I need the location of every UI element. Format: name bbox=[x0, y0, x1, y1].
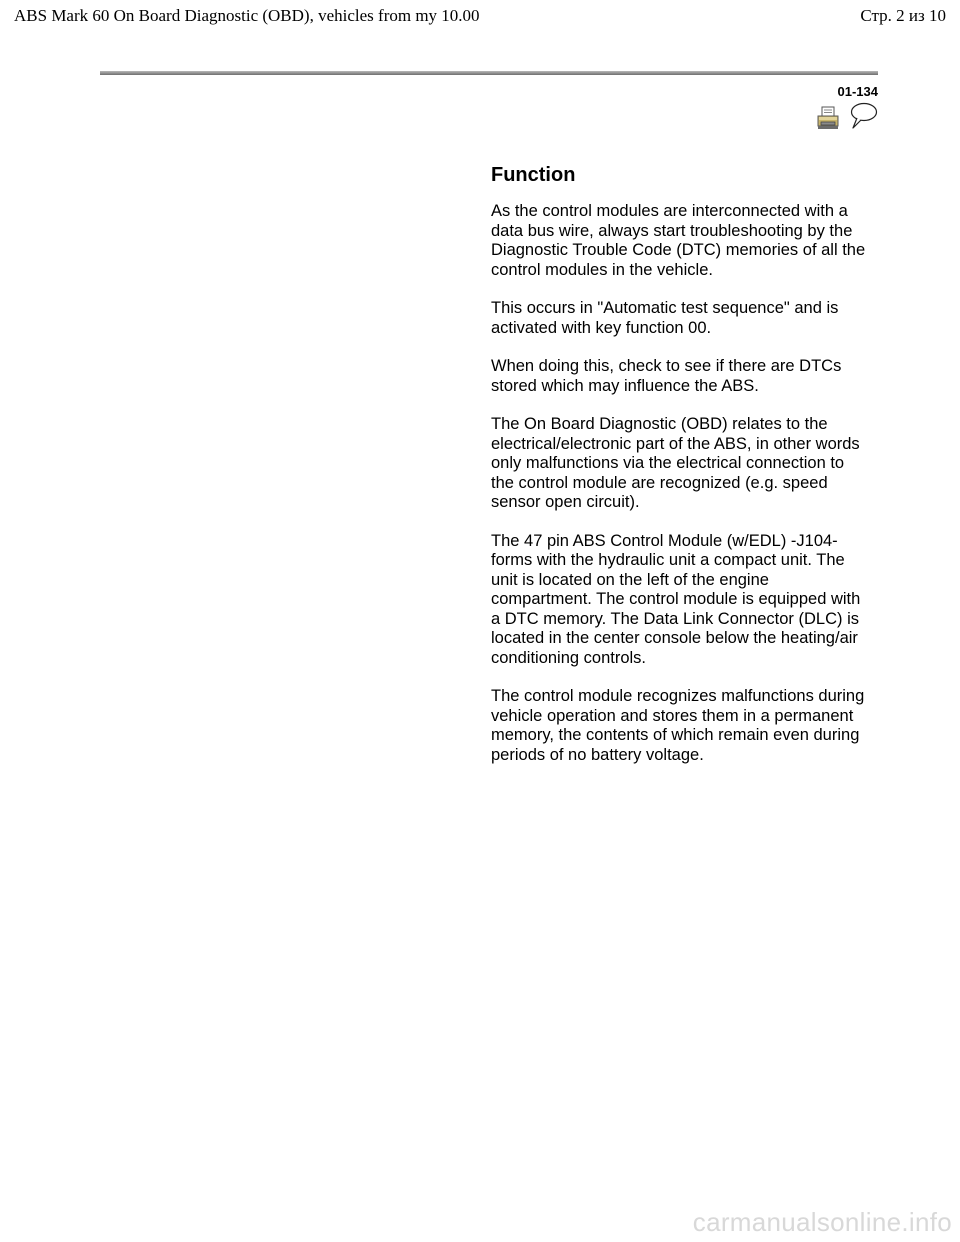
paragraph-obd-scope: The On Board Diagnostic (OBD) relates to the electrical/electronic part of the ABS, in other words only malfunctions via the electrical connection to the control module are recognized (e.g. speed sensor open circuit). bbox=[491, 415, 860, 511]
comment-button[interactable] bbox=[848, 102, 878, 130]
paragraph-control-module: The 47 pin ABS Control Module (w/EDL) -J104- forms with the hydraulic unit a compact unit. The unit is located on the left of the engine compartment. The control module is equipped with a DTC memory. The Data Link Connector (DLC) is located in the center console below the heating/air conditioning controls. bbox=[491, 531, 861, 667]
function-section bbox=[491, 162, 871, 784]
speech-bubble-icon bbox=[848, 102, 878, 130]
paragraph-automatic-test: This occurs in "Automatic test sequence" and is activated with key function 00. bbox=[491, 299, 839, 337]
paragraph-memory: The control module recognizes malfunctions during vehicle operation and stores them in a permanent memory, the contents of which remain even during periods of no battery voltage. bbox=[491, 687, 865, 764]
paragraph-check-dtcs: When doing this, check to see if there are DTCs stored which may influence the ABS. bbox=[491, 357, 842, 395]
document-title: ABS Mark 60 On Board Diagnostic (OBD), vehicles from my 10.00 bbox=[14, 6, 480, 25]
page-code: 01-134 bbox=[837, 84, 878, 99]
paragraph-data-bus: As the control modules are interconnected with a data bus wire, always start troubleshooting by the Diagnostic Trouble Code (DTC) memories of all the control modules in the vehicle. bbox=[491, 202, 866, 279]
print-button[interactable] bbox=[816, 106, 840, 130]
page-counter: Стр. 2 из 10 bbox=[860, 6, 946, 25]
header-rule bbox=[100, 71, 878, 75]
section-heading: Function bbox=[491, 164, 576, 186]
watermark: carmanualsonline.info bbox=[692, 1207, 952, 1237]
printer-icon bbox=[816, 106, 840, 130]
